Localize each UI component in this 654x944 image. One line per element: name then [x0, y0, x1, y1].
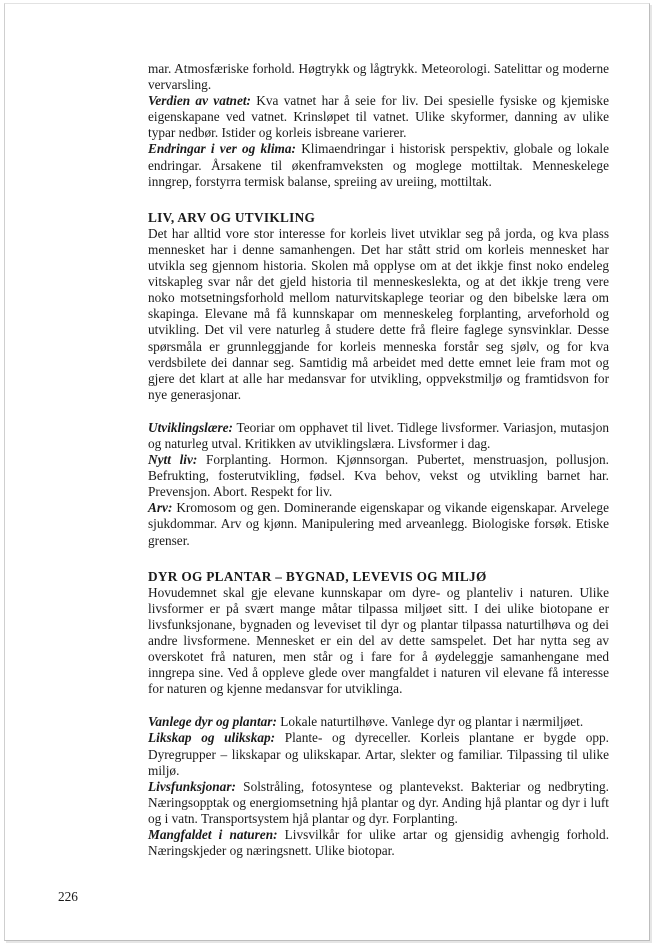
paragraph-lead: Arv:: [148, 500, 173, 516]
section-body-dyr: Hovudemnet skal gje elevane kunnskapar om dyre- og planteliv i naturen. Ulike livsformer er på svært mange måtar tilpassa miljøet sitt. I dei ulike biotopane er livsfunksjonane, bygnaden og leveviset til dyr og plantar tilpassa naturtilhøva og dei andre livsformene. Mennesket er ein del av dette samspelet. Det har nytta seg av overskotet frå naturen, men står og i fare for å øydeleggje samanhengane med inngrepa sine. Ved å oppleve glede over mangfaldet i naturen vil elevane få interesse for naturen og kjenne medansvar for utviklinga.: [148, 584, 609, 697]
paragraph-text: Lokale naturtilhøve. Vanlege dyr og plantar i nærmiljøet.: [276, 714, 584, 730]
paragraph-mangfaldet: [148, 827, 609, 859]
paragraph-likskap: [148, 730, 609, 778]
paragraph-text: Kromosom og gen. Dominerande eigenskapar og vikande eigenskapar. Arvelege sjukdommar. Arv og kjønn. Manipulering med arveanlegg. Biologiske forsøk. Etiske grenser.: [148, 500, 609, 548]
paragraph-lead: Vanlege dyr og plantar:: [148, 714, 277, 730]
paragraph-text: Forplanting. Hormon. Kjønnsorgan. Pubertet, menstruasjon, pollusjon. Befrukting, fosterutvikling, fødsel. Kva behov, vekst og utvikling barnet har. Prevensjon. Abort. Respekt for liv.: [148, 452, 609, 500]
paragraph-utviklingslaere: [148, 420, 609, 452]
paragraph-text: Livsvilkår for ulike artar og gjensidig avhengig forhold. Næringskjeder og næringsnett. Ulike biotopar.: [148, 827, 610, 859]
paragraph-text: Solstråling, fotosyntese og plantevekst. Bakteriar og nedbryting. Næringsopptak og energiomsetning hjå plantar og dyr. Anding hjå plantar og dyr i luft og i vatn. Transportsystem hjå plantar og dyr. Forplanting.: [148, 778, 609, 826]
paragraph-text: mar. Atmosfæriske forhold. Høgtrykk og lågtrykk. Meteorologi. Satelittar og moderne vervarsling.: [148, 61, 609, 93]
paragraph-atmosfaere: [148, 61, 609, 93]
paragraph-nytt-liv: [148, 452, 609, 500]
paragraph-lead: Livsfunksjonar:: [148, 778, 236, 794]
section-heading-dyr: DYR OG PLANTAR – BYGNAD, LEVEVIS OG MILJØ: [148, 568, 487, 584]
paragraph-arv: [148, 500, 609, 548]
paragraph-vanlege-dyr: [148, 714, 609, 730]
paragraph-text: Klimaendringar i historisk perspektiv, globale og lokale endringar. Årsakene til økenframveksten og moglege mottiltak. Menneskelege inngrep, forstyrra termisk balanse, spreiing av ureiing, mottiltak.: [148, 141, 609, 189]
paragraph-lead: Likskap og ulikskap:: [148, 730, 276, 746]
paragraph-lead: Endringar i ver og klima:: [148, 141, 296, 157]
paragraph-lead: Utviklingslære:: [148, 419, 233, 435]
paragraph-verdien-av-vatnet: [148, 93, 609, 141]
section-heading-liv: LIV, ARV OG UTVIKLING: [148, 209, 316, 225]
paragraph-endringar-i-ver: [148, 141, 609, 189]
paragraph-livsfunksjonar: [148, 779, 609, 827]
paragraph-lead: Verdien av vatnet:: [148, 93, 251, 109]
paragraph-text: Teoriar om opphavet til livet. Tidlege livsformer. Variasjon, mutasjon og naturleg utval. Kritikken av utviklingslæra. Livsformer i dag.: [148, 419, 609, 451]
paragraph-lead: Mangfaldet i naturen:: [148, 827, 278, 843]
paragraph-text: Kva vatnet har å seie for liv. Dei spesielle fysiske og kjemiske eigenskapane ved vatnet. Krinsløpet til vatnet. Ulike skyformer, danning av ulike typar nedbør. Istider og korleis isbreane varierer.: [148, 93, 609, 141]
paragraph-text: Plante- og dyreceller. Korleis plantane er bygde opp. Dyregrupper – likskapar og ulikskapar. Artar, slekter og familiar. Tilpassing til ulike miljø.: [148, 730, 609, 778]
paragraph-lead: Nytt liv:: [148, 452, 198, 468]
section-body-liv: Det har alltid vore stor interesse for korleis livet utviklar seg på jorda, og kva plass mennesket har i denne samanhengen. Det har stått strid om korleis mennesket har utvikla seg gjennom historia. Skolen må opplyse om at det ikkje finst noko endeleg vitskapleg svar når det gjeld historia til menneskeslekta, og at det ikkje treng vere noko motsetningsforhold mellom naturvitskaplege teoriar og den bibelske læra om skapinga. Elevane må få kunnskapar om menneskeleg forplanting, arveforhold og utvikling. Det vil vere naturleg å studere dette frå fleire faglege synsvinklar. Desse spørsmåla er grunnleggjande for korleis menneska forstår seg sjølv, og for kva verdsbilete dei dannar seg. Samtidig må arbeidet med dette emnet leie fram mot og gjere det klart at alle har medansvar for utvikling, oppvekstmiljø og framtidsvon for nye generasjonar.: [148, 225, 609, 402]
page-number: 226: [58, 889, 78, 904]
page-content: [148, 61, 609, 859]
